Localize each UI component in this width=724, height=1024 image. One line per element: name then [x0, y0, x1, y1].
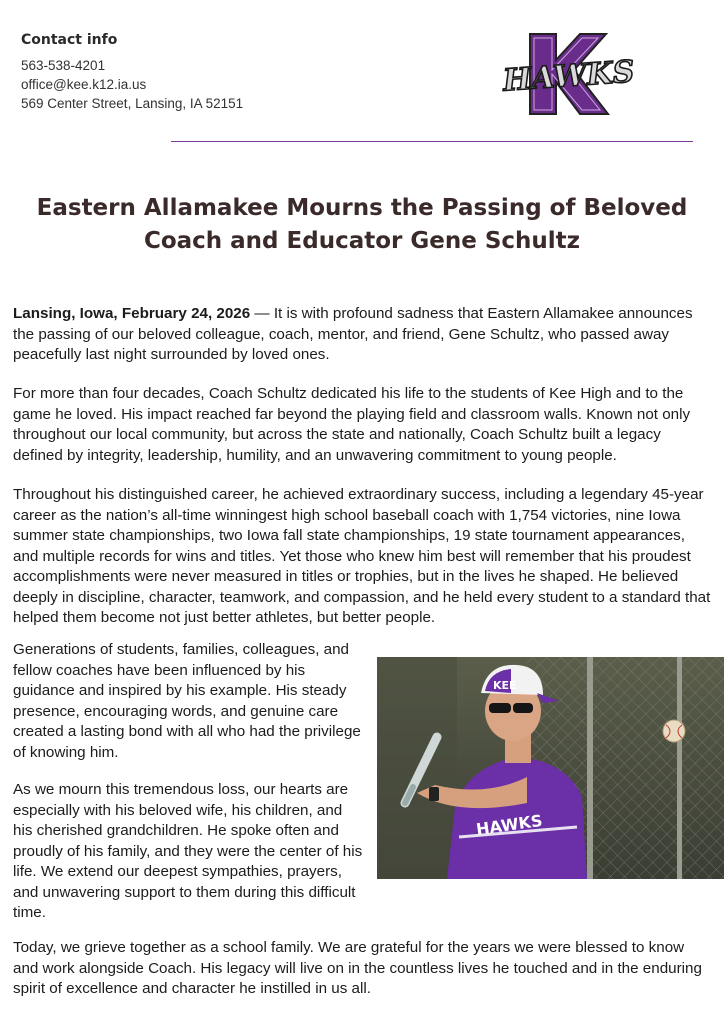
jersey-text: HAWKS — [474, 810, 544, 839]
cap-text: KEE — [493, 679, 517, 692]
paragraph-4: Generations of students, families, colleagues, and fellow coaches have been influenced by his guidance and inspired by his example. His steady presence, encouraging words, and genuine care created a lasting bond with all who had the privilege of knowing him. — [13, 641, 361, 761]
school-logo — [494, 30, 644, 116]
contact-info — [21, 32, 243, 113]
dateline: Lansing, Iowa, February 24, 2026 — [13, 305, 251, 322]
page-title — [30, 192, 694, 258]
svg-text:HAWKS: HAWKS — [501, 54, 636, 99]
contact-phone: 563-538-4201 — [21, 58, 106, 73]
paragraph-1-text: — It is with profound sadness that Eastern Allamakee announces the passing of our beloved colleague, coach, mentor, and friend, Gene Schultz, who passed away peacefully last night surrounded by loved ones. — [13, 305, 693, 363]
paragraph-5: As we mourn this tremendous loss, our hearts are especially with his beloved wife, his children, and his cherished grandchildren. He spoke often and proudly of his family, and they were the center of his life. We extend our deepest sympathies, prayers, and unwavering support to them during this difficult time. — [13, 781, 363, 921]
coach-photo — [377, 657, 724, 879]
header-divider — [171, 141, 693, 142]
page-title-line-2: Coach and Educator Gene Schultz — [143, 228, 581, 254]
paragraph-3: Throughout his distinguished career, he achieved extraordinary success, including a legendary 45-year career as the nation’s all-time winningest high school baseball coach with 1,754 victories, nine Iowa summer state championships, two Iowa fall state championships, 19 state tournament appearances, and multiple records for wins and titles. Yet those who knew him best will remember that his proudest accomplishments were never measured in titles or trophies, but in the lives he shaped. He believed deeply in discipline, character, teamwork, and compassion, and he held every student to a standard that helped them become not just better athletes, but better people. — [13, 486, 711, 626]
paragraph-6: Today, we grieve together as a school family. We are grateful for the years we were blessed to know and work alongside Coach. His legacy will live on in the countless lives he touched and in the enduring spirit of excellence and character he instilled in us all. — [13, 939, 702, 997]
contact-email: office@kee.k12.ia.us — [21, 77, 147, 92]
contact-title: Contact info — [21, 32, 118, 48]
page-title-line-1: Eastern Allamakee Mourns the Passing of Beloved — [36, 195, 688, 221]
paragraph-2: For more than four decades, Coach Schultz dedicated his life to the students of Kee High and to the game he loved. His impact reached far beyond the playing field and classroom walls. Known not only throughout our local community, but across the state and nationally, Coach Schultz built a legacy defined by integrity, leadership, humility, and an unwavering commitment to young people. — [13, 385, 691, 464]
contact-address: 569 Center Street, Lansing, IA 52151 — [21, 96, 244, 111]
logo-hawks-text — [501, 54, 636, 98]
paragraph-1 — [13, 304, 713, 366]
